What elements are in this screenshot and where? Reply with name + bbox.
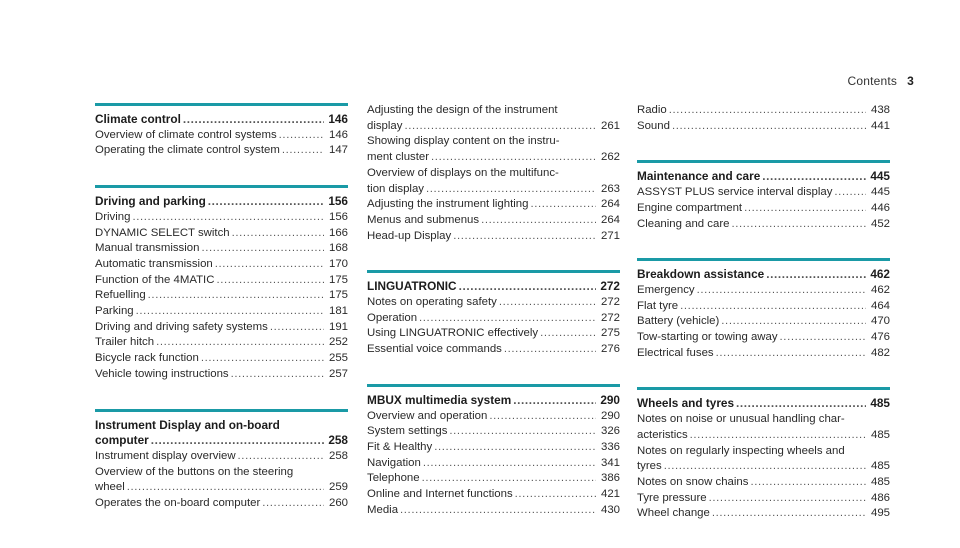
- toc-leader-dots: [697, 283, 866, 299]
- toc-leader-dots: [540, 326, 596, 342]
- toc-entry[interactable]: [637, 459, 890, 475]
- toc-entry-title: Online and Internet functions: [367, 488, 513, 501]
- toc-leader-dots: [426, 182, 596, 198]
- toc-page-number: 485: [870, 396, 890, 411]
- toc-entry[interactable]: [95, 273, 348, 289]
- toc-page-number: 255: [328, 352, 348, 365]
- toc-column-3: [637, 103, 890, 548]
- toc-leader-dots: [453, 229, 596, 245]
- toc-leader-dots: [680, 299, 866, 315]
- toc-page-number: 259: [328, 481, 348, 494]
- toc-entry-title-line: Overview of displays on the multifunc-: [367, 166, 559, 179]
- toc-leader-dots: [744, 201, 866, 217]
- toc-page-number: 485: [870, 475, 890, 488]
- toc-leader-dots: [709, 491, 866, 507]
- toc-page-number: 263: [600, 182, 620, 195]
- toc-entry[interactable]: [367, 440, 620, 456]
- toc-page-number: 336: [600, 440, 620, 453]
- toc-page-number: 146: [328, 112, 348, 126]
- toc-entry-title: Driving and parking: [95, 194, 206, 209]
- toc-section-heading[interactable]: [637, 396, 890, 412]
- toc-entry-title: Operating the climate control system: [95, 144, 280, 157]
- toc-entry[interactable]: [95, 449, 348, 465]
- toc-page-number: 446: [870, 201, 890, 214]
- toc-page-number: 470: [870, 315, 890, 328]
- toc-page-number: 156: [328, 210, 348, 223]
- toc-entry[interactable]: [95, 143, 348, 159]
- toc-entry-title: DYNAMIC SELECT switch: [95, 226, 230, 239]
- toc-page-number: 290: [600, 392, 620, 407]
- toc-entry[interactable]: [367, 456, 620, 472]
- toc-entry[interactable]: [637, 330, 890, 346]
- toc-page-number: 290: [600, 409, 620, 422]
- toc-entry-title: Notes on operating safety: [367, 296, 497, 309]
- page-header: [847, 74, 914, 88]
- toc-section: [367, 384, 620, 519]
- toc-entry-title: Climate control: [95, 112, 181, 126]
- toc-leader-dots: [216, 273, 324, 289]
- toc-entry[interactable]: [367, 150, 620, 166]
- toc-page-number: 181: [328, 305, 348, 318]
- toc-entry-title: Refuelling: [95, 289, 146, 302]
- toc-leader-dots: [270, 320, 324, 336]
- toc-leader-dots: [183, 112, 324, 128]
- toc-entry-title: MBUX multimedia system: [367, 392, 512, 407]
- toc-leader-dots: [232, 226, 324, 242]
- toc-page-number: 485: [870, 460, 890, 473]
- toc-entry[interactable]: [637, 299, 890, 315]
- toc-entry-title: Head-up Display: [367, 229, 452, 242]
- toc-section-heading[interactable]: [637, 169, 890, 185]
- toc-entry-title: Bicycle rack function: [95, 352, 199, 365]
- toc-page-number: 462: [870, 283, 890, 296]
- toc-entry[interactable]: [637, 283, 890, 299]
- toc-entry-title: Emergency: [637, 283, 695, 296]
- toc-page-number: 272: [600, 311, 620, 324]
- toc-page-number: 386: [600, 472, 620, 485]
- toc-entry-title: Radio: [637, 104, 667, 116]
- toc-page-number: 262: [600, 151, 620, 164]
- toc-page-number: 146: [328, 128, 348, 141]
- toc-leader-dots: [148, 288, 324, 304]
- toc-leader-dots: [766, 267, 866, 283]
- toc-leader-dots: [489, 409, 596, 425]
- toc-entry[interactable]: [637, 475, 890, 491]
- toc-entry[interactable]: [95, 304, 348, 320]
- toc-entry[interactable]: [637, 217, 890, 233]
- toc-section-heading[interactable]: [637, 267, 890, 283]
- toc-leader-dots: [404, 119, 596, 135]
- toc-leader-dots: [731, 217, 866, 233]
- toc-page-number: 275: [600, 327, 620, 340]
- toc-entry[interactable]: [637, 185, 890, 201]
- toc-entry-title: Tow-starting or towing away: [637, 331, 778, 344]
- toc-section: [637, 258, 890, 361]
- toc-entry[interactable]: [367, 119, 620, 135]
- page-number: 3: [907, 74, 914, 88]
- toc-entry-title-line: Notes on noise or unusual handling char-: [637, 413, 845, 426]
- toc-page-number: 258: [328, 449, 348, 462]
- toc-leader-dots: [434, 440, 596, 456]
- toc-entry-title: Instrument display overview: [95, 449, 236, 462]
- toc-entry[interactable]: [95, 351, 348, 367]
- toc-leader-dots: [504, 342, 596, 358]
- toc-page-number: 264: [600, 213, 620, 226]
- toc-leader-dots: [459, 279, 596, 295]
- toc-entry-title: Overview of climate control systems: [95, 128, 277, 141]
- toc-page-number: 464: [870, 299, 890, 312]
- toc-page-number: 445: [870, 169, 890, 184]
- toc-entry-title: Media: [367, 503, 399, 516]
- toc-entry-title: Navigation: [367, 456, 421, 469]
- toc-entry-title: Cleaning and care: [637, 217, 730, 230]
- toc-entry-title: Wheels and tyres: [637, 396, 735, 411]
- toc-leader-dots: [201, 241, 324, 257]
- toc-entry-title: LINGUATRONIC: [367, 279, 457, 294]
- toc-section-heading-line: Instrument Display and on-board: [95, 417, 280, 432]
- toc-leader-dots: [151, 433, 324, 449]
- toc-entry[interactable]: [367, 487, 620, 503]
- toc-entry[interactable]: [367, 503, 620, 519]
- toc-entry[interactable]: [95, 257, 348, 273]
- toc-page-number: 166: [328, 226, 348, 239]
- toc-entry[interactable]: [95, 320, 348, 336]
- toc-leader-dots: [136, 304, 324, 320]
- toc-page-number: 170: [328, 257, 348, 270]
- toc-section-heading[interactable]: [367, 393, 620, 409]
- toc-leader-dots: [669, 103, 866, 119]
- toc-entry[interactable]: [95, 128, 348, 144]
- toc-entry-title: Menus and submenus: [367, 213, 480, 226]
- toc-leader-dots: [721, 314, 866, 330]
- toc-section: [637, 387, 890, 522]
- toc-page-number: 462: [870, 267, 890, 282]
- toc-page-number: 272: [600, 296, 620, 309]
- toc-leader-dots: [400, 503, 596, 519]
- toc-entry[interactable]: [367, 295, 620, 311]
- toc-entry[interactable]: [367, 342, 620, 358]
- toc-entry[interactable]: [367, 229, 620, 245]
- toc-entry[interactable]: [95, 210, 348, 226]
- toc-entry[interactable]: [637, 491, 890, 507]
- toc-entry[interactable]: [95, 226, 348, 242]
- toc-entry-title: display: [367, 119, 403, 132]
- toc-leader-dots: [262, 496, 324, 512]
- toc-entry[interactable]: [367, 409, 620, 425]
- toc-page-number: 271: [600, 229, 620, 242]
- toc-leader-dots: [530, 197, 596, 213]
- toc-leader-dots: [499, 295, 596, 311]
- toc-entry-title: Sound: [637, 119, 670, 132]
- toc-entry-title: Manual transmission: [95, 242, 200, 255]
- toc-page-number: 452: [870, 217, 890, 230]
- toc-section: [367, 270, 620, 358]
- toc-leader-dots: [201, 351, 324, 367]
- toc-page-number: 326: [600, 425, 620, 438]
- toc-entry-title: tion display: [367, 182, 424, 195]
- toc-entry-title-line: Overview of the buttons on the steering: [95, 465, 294, 478]
- toc-entry[interactable]: [637, 314, 890, 330]
- toc-section-heading[interactable]: [95, 112, 348, 128]
- toc-entry[interactable]: [637, 428, 890, 444]
- toc-entry-title: ASSYST PLUS service interval display: [637, 186, 833, 199]
- toc-section-heading[interactable]: [367, 279, 620, 295]
- toc-leader-dots: [780, 330, 866, 346]
- toc-entry-title: ment cluster: [367, 151, 430, 164]
- page-header-title: Contents: [847, 74, 898, 88]
- toc-page-number: 191: [328, 320, 348, 333]
- toc-entry-title: Driving and driving safety systems: [95, 320, 268, 333]
- toc-entry[interactable]: [367, 471, 620, 487]
- toc-page-number: 261: [600, 119, 620, 132]
- toc-leader-dots: [834, 185, 866, 201]
- toc-entry-title-line: Showing display content on the instru-: [367, 135, 560, 148]
- toc-entry-title: wheel: [95, 481, 125, 494]
- toc-column-1: [95, 103, 348, 538]
- toc-entry-title: Automatic transmission: [95, 257, 213, 270]
- toc-page-number: 168: [328, 242, 348, 255]
- toc-leader-dots: [127, 480, 324, 496]
- toc-entry-title: acteristics: [637, 428, 688, 441]
- toc-page-number: 272: [600, 279, 620, 294]
- toc-entry-title: Parking: [95, 305, 134, 318]
- toc-page-number: 441: [870, 119, 890, 132]
- toc-entry[interactable]: [95, 288, 348, 304]
- toc-entry-title: Electrical fuses: [637, 346, 714, 359]
- toc-entry-title: Function of the 4MATIC: [95, 273, 215, 286]
- toc-entry[interactable]: [637, 346, 890, 362]
- toc-leader-dots: [279, 128, 324, 144]
- toc-page-number: 260: [328, 497, 348, 510]
- toc-entry[interactable]: [367, 311, 620, 327]
- toc-page-number: 264: [600, 198, 620, 211]
- toc-page-number: 485: [870, 428, 890, 441]
- toc-entry-title: Essential voice commands: [367, 343, 502, 356]
- toc-entry-title: Wheel change: [637, 507, 710, 520]
- toc-entry-title: Vehicle towing instructions: [95, 367, 229, 380]
- toc-leader-dots: [238, 449, 324, 465]
- toc-entry-title: Driving: [95, 210, 131, 223]
- toc-entry[interactable]: [637, 506, 890, 522]
- toc-entry-title: Using LINGUATRONIC effectively: [367, 327, 539, 340]
- toc-column-2: [367, 103, 620, 544]
- toc-entry-title: Adjusting the instrument lighting: [367, 198, 529, 211]
- toc-entry[interactable]: [637, 201, 890, 217]
- toc-leader-dots: [423, 456, 596, 472]
- toc-page-number: 175: [328, 289, 348, 302]
- toc-page-number: 430: [600, 503, 620, 516]
- toc-leader-dots: [422, 471, 596, 487]
- toc-entry-title: Flat tyre: [637, 299, 679, 312]
- toc-entry-title: Telephone: [367, 472, 420, 485]
- toc-entry-title-line: Notes on regularly inspecting wheels and: [637, 444, 845, 457]
- toc-entry-title: Operation: [367, 311, 418, 324]
- toc-entry-title: Battery (vehicle): [637, 315, 720, 328]
- toc-entry[interactable]: [637, 119, 890, 135]
- toc-leader-dots: [449, 424, 596, 440]
- toc-section-heading[interactable]: [95, 194, 348, 210]
- toc-entry-title-line: Adjusting the design of the instrument: [367, 104, 558, 116]
- toc-leader-dots: [419, 311, 596, 327]
- toc-entry-title: Fit & Healthy: [367, 440, 433, 453]
- toc-leader-dots: [750, 475, 866, 491]
- toc-entry-title: Overview and operation: [367, 409, 488, 422]
- toc-section: [95, 185, 348, 382]
- toc-leader-dots: [712, 506, 866, 522]
- toc-entry-title: computer: [95, 433, 149, 448]
- toc-leader-dots: [282, 143, 324, 159]
- toc-entry[interactable]: [367, 213, 620, 229]
- toc-leader-dots: [431, 150, 596, 166]
- toc-entry-title: System settings: [367, 425, 448, 438]
- toc-leader-dots: [215, 257, 324, 273]
- toc-leader-dots: [231, 367, 324, 383]
- toc-leader-dots: [515, 487, 596, 503]
- toc-entry[interactable]: [367, 197, 620, 213]
- toc-page-number: 276: [600, 343, 620, 356]
- toc-page-number: 495: [870, 507, 890, 520]
- toc-leader-dots: [481, 213, 596, 229]
- toc-leader-dots: [208, 194, 324, 210]
- toc-leader-dots: [762, 169, 866, 185]
- toc-entry[interactable]: [367, 326, 620, 342]
- toc-leader-dots: [513, 393, 596, 409]
- toc-entry-title: Breakdown assistance: [637, 267, 765, 282]
- toc-entry[interactable]: [367, 424, 620, 440]
- toc-entry[interactable]: [95, 480, 348, 496]
- toc-leader-dots: [672, 119, 866, 135]
- toc-page-number: 252: [328, 336, 348, 349]
- toc-section: [637, 160, 890, 232]
- toc-entry-title: tyres: [637, 460, 662, 473]
- toc-entry[interactable]: [367, 182, 620, 198]
- toc-entry-title: Operates the on-board computer: [95, 497, 261, 510]
- toc-leader-dots: [664, 459, 866, 475]
- toc-leader-dots: [716, 346, 866, 362]
- toc-leader-dots: [690, 428, 866, 444]
- toc-page-number: 147: [328, 144, 348, 157]
- toc-page-number: 438: [870, 104, 890, 116]
- toc-entry-title: Maintenance and care: [637, 169, 761, 184]
- toc-page-number: 175: [328, 273, 348, 286]
- toc-section: [367, 103, 620, 244]
- toc-leader-dots: [736, 396, 866, 412]
- toc-leader-dots: [156, 335, 324, 351]
- toc-entry[interactable]: [637, 103, 890, 119]
- toc-section: [95, 409, 348, 512]
- toc-page-number: 445: [870, 186, 890, 199]
- toc-page-number: 258: [328, 433, 348, 448]
- toc-entry[interactable]: [95, 496, 348, 512]
- toc-entry-title: Trailer hitch: [95, 336, 155, 349]
- toc-entry[interactable]: [95, 335, 348, 351]
- toc-page-number: 257: [328, 367, 348, 380]
- toc-page-number: 421: [600, 488, 620, 501]
- toc-entry[interactable]: [95, 367, 348, 383]
- toc-page-number: 156: [328, 194, 348, 209]
- toc-page-number: 482: [870, 346, 890, 359]
- toc-entry[interactable]: [95, 241, 348, 257]
- toc-leader-dots: [132, 210, 324, 226]
- toc-entry-title: Tyre pressure: [637, 491, 707, 504]
- toc-section: [637, 103, 890, 134]
- toc-section-heading[interactable]: [95, 433, 348, 449]
- toc-section: [95, 103, 348, 159]
- toc-page-number: 341: [600, 456, 620, 469]
- toc-page-number: 476: [870, 331, 890, 344]
- toc-page-number: 486: [870, 491, 890, 504]
- toc-entry-title: Notes on snow chains: [637, 475, 749, 488]
- toc-entry-title: Engine compartment: [637, 201, 743, 214]
